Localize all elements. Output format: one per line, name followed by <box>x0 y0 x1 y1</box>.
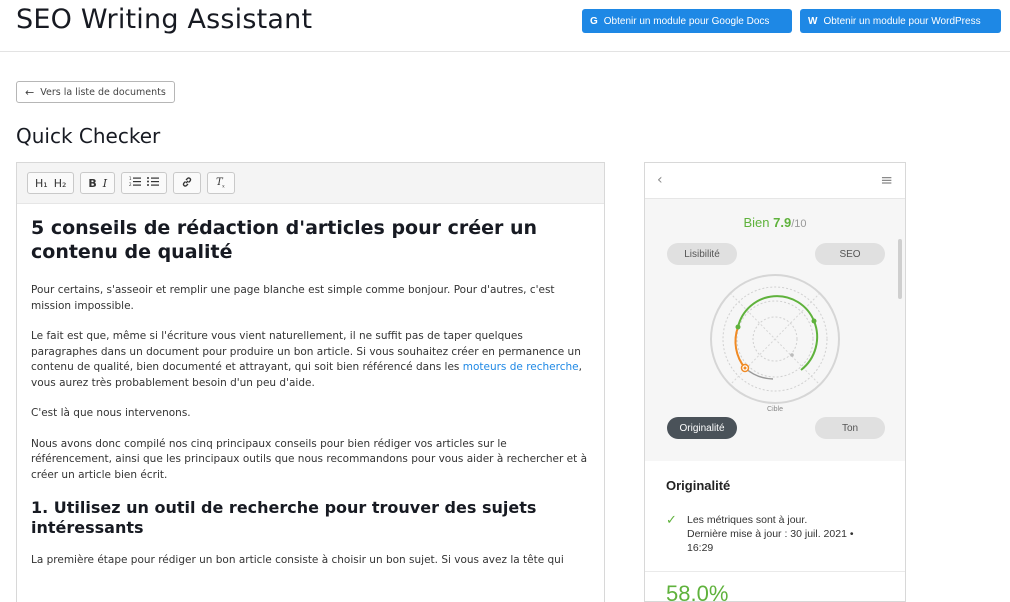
paragraph-text: , vous aurez très probablement besoin d'un peu d'aide. <box>31 361 582 389</box>
back-to-documents-label: Vers la liste de documents <box>40 86 166 98</box>
top-bar <box>0 0 1010 52</box>
tone-pill[interactable]: Ton <box>815 417 885 439</box>
menu-icon[interactable]: ≡ <box>880 171 893 189</box>
numbered-list-icon[interactable] <box>126 176 144 190</box>
document-content[interactable] <box>17 204 604 569</box>
originality-section <box>645 461 905 601</box>
link-group <box>173 172 201 194</box>
originality-percent: 58.0% <box>666 581 729 602</box>
link-icon[interactable] <box>178 176 196 191</box>
score-radar-chart <box>705 267 845 417</box>
section-heading[interactable]: 1. Utilisez un outil de recherche pour trouver des sujets intéressants <box>31 498 537 537</box>
overall-score <box>645 215 905 230</box>
google-docs-addon-button[interactable] <box>582 9 792 33</box>
seo-score-panel <box>644 162 906 602</box>
editor-toolbar <box>17 163 604 204</box>
status-line: Les métriques sont à jour. <box>687 514 808 526</box>
panel-scrollbar[interactable] <box>898 239 902 299</box>
google-docs-addon-label: Obtenir un module pour Google Docs <box>603 15 770 27</box>
svg-text:2: 2 <box>129 182 132 187</box>
paragraph[interactable] <box>31 329 590 391</box>
clear-format-group <box>207 172 235 194</box>
google-icon: G <box>590 15 598 27</box>
back-to-documents-button[interactable] <box>16 81 175 103</box>
italic-button[interactable]: I <box>102 176 108 190</box>
clear-format-icon[interactable] <box>212 176 230 191</box>
panel-header <box>645 163 905 199</box>
paragraph-text: Le fait est que, même si l'écriture vous vient naturellement, il ne suffit pas de taper quelques paragraphes dans un document pour produire un bon article. Si vous souhaitez créer en permanence un contenu de qualité, bien documenté et attrayant, qui soit bien référencé dans les <box>31 330 581 373</box>
originality-title: Originalité <box>666 478 731 493</box>
document-title[interactable]: 5 conseils de rédaction d'articles pour créer un contenu de qualité <box>31 217 538 263</box>
originality-status <box>687 513 887 555</box>
score-area <box>645 199 905 461</box>
status-line: Dernière mise à jour : 30 juil. 2021 • <box>687 528 854 540</box>
paragraph[interactable]: La première étape pour rédiger un bon article consiste à choisir un bon sujet. Si vous avez la tête qui <box>31 554 564 566</box>
format-group <box>80 172 115 194</box>
score-value: 7.9 <box>773 215 792 230</box>
readability-pill[interactable]: Lisibilité <box>667 243 737 265</box>
wordpress-addon-button[interactable] <box>800 9 1001 33</box>
app-title: SEO Writing Assistant <box>16 4 313 35</box>
checkmark-icon: ✓ <box>666 513 677 528</box>
h1-button[interactable]: H₁ <box>35 176 48 190</box>
bold-button[interactable]: B <box>88 176 97 190</box>
page-title: Quick Checker <box>16 124 161 148</box>
paragraph[interactable]: Pour certains, s'asseoir et remplir une page blanche est simple comme bonjour. Pour d'autres, c'est mission impossible. <box>31 284 555 312</box>
score-label: Bien <box>743 215 770 230</box>
heading-group <box>27 172 74 194</box>
search-engines-link[interactable]: moteurs de recherche <box>462 361 579 373</box>
bulleted-list-icon[interactable] <box>144 176 162 190</box>
chevron-left-icon[interactable]: ‹ <box>657 172 663 188</box>
svg-text:T: T <box>216 176 223 188</box>
svg-text:x: x <box>222 183 225 188</box>
text-editor[interactable] <box>16 162 605 602</box>
wordpress-icon: W <box>808 15 818 27</box>
arrow-left-icon: ← <box>25 85 35 99</box>
wordpress-addon-label: Obtenir un module pour WordPress <box>823 15 981 27</box>
score-max: /10 <box>791 218 807 230</box>
svg-text:1: 1 <box>129 176 132 181</box>
status-line: 16:29 <box>687 542 714 554</box>
originality-pill[interactable]: Originalité <box>667 417 737 439</box>
paragraph[interactable]: Nous avons donc compilé nos cinq principaux conseils pour bien rédiger vos articles sur le référencement, ainsi que les principaux outils que nous recommandons pour vous aider à rechercher et à créer un article bien écrit. <box>31 437 588 481</box>
divider <box>645 571 905 572</box>
h2-button[interactable]: H₂ <box>53 176 67 190</box>
paragraph[interactable]: C'est là que nous intervenons. <box>31 407 191 419</box>
list-group <box>121 172 167 194</box>
seo-pill[interactable]: SEO <box>815 243 885 265</box>
target-label: Cible <box>767 406 783 413</box>
